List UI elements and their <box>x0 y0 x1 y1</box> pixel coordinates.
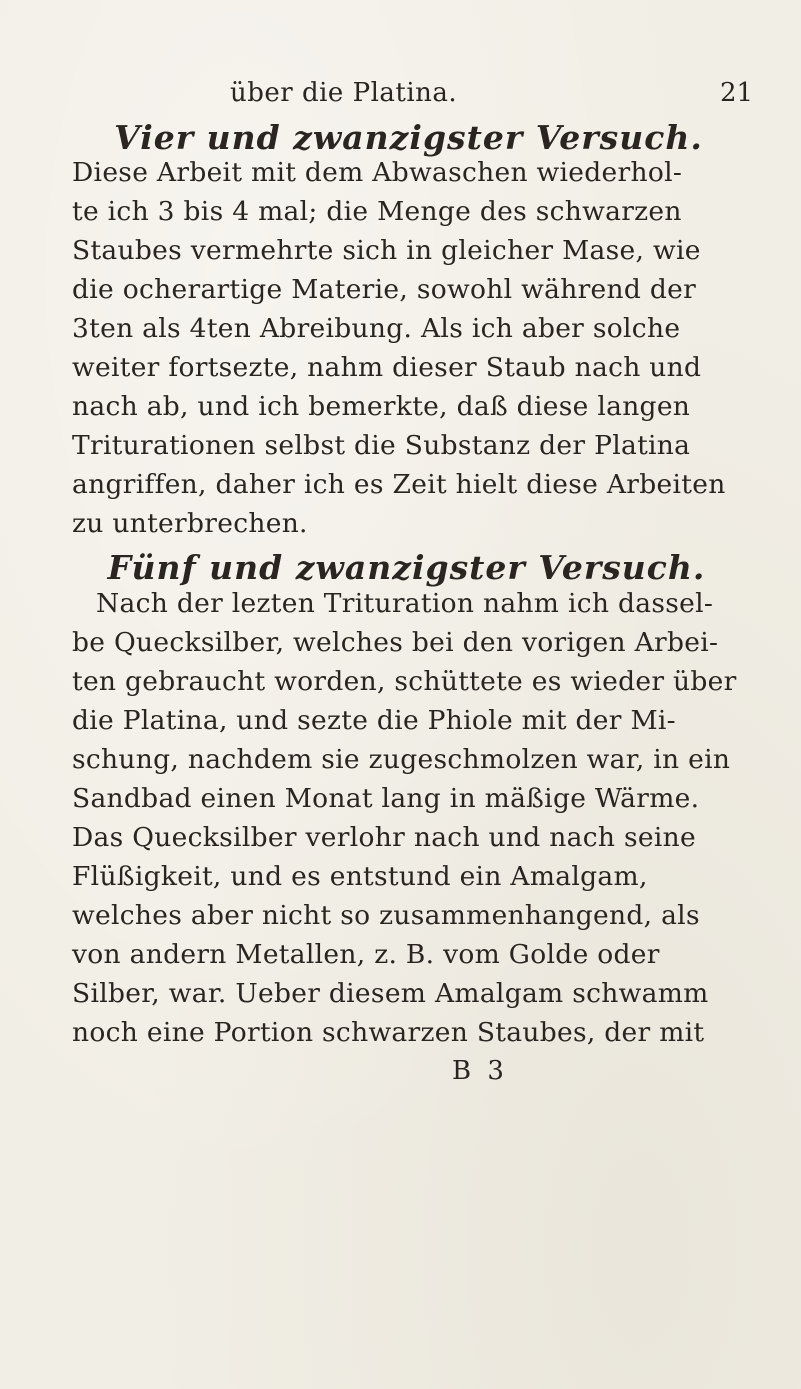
running-head-title: über die Platina. <box>230 78 458 108</box>
text-line: 3ten als 4ten Abreibung. Als ich aber solche <box>72 313 681 344</box>
text-line: die Platina, und sezte die Phiole mit der Mi- <box>72 705 676 736</box>
text-line: Triturationen selbst die Substanz der Platina <box>72 430 691 461</box>
text-line: Nach der lezten Trituration nahm ich dassel- <box>96 588 714 619</box>
text-line: Sandbad einen Monat lang in mäßige Wärme. <box>72 783 700 814</box>
text-line: nach ab, und ich bemerkte, daß diese langen <box>72 391 691 422</box>
text-line: welches aber nicht so zusammenhangend, als <box>72 900 700 931</box>
text-line: Staubes vermehrte sich in gleicher Mase, wie <box>72 235 701 266</box>
section-heading-24: Vier und zwanzigster Versuch. <box>114 118 703 157</box>
text-line: zu unterbrechen. <box>72 508 308 539</box>
text-line: Das Quecksilber verlohr nach und nach seine <box>72 822 696 853</box>
text-line: noch eine Portion schwarzen Staubes, der mit <box>72 1017 705 1048</box>
text-line: Silber, war. Ueber diesem Amalgam schwamm <box>72 978 709 1009</box>
signature-mark: B 3 <box>452 1056 508 1086</box>
section-heading-25: Fünf und zwanzigster Versuch. <box>107 548 706 587</box>
text-line: Flüßigkeit, und es entstund ein Amalgam, <box>72 861 648 892</box>
text-line: be Quecksilber, welches bei den vorigen Arbei- <box>72 627 719 658</box>
text-line: ten gebraucht worden, schüttete es wieder über <box>72 666 737 697</box>
text-line: weiter fortsezte, nahm dieser Staub nach und <box>72 352 702 383</box>
text-line: Diese Arbeit mit dem Abwaschen wiederhol- <box>72 157 683 188</box>
text-line: die ocherartige Materie, sowohl während der <box>72 274 697 305</box>
text-line: te ich 3 bis 4 mal; die Menge des schwarzen <box>72 196 682 227</box>
text-line: schung, nachdem sie zugeschmolzen war, in ein <box>72 744 731 775</box>
running-head <box>0 78 801 110</box>
text-line: von andern Metallen, z. B. vom Golde oder <box>72 939 660 970</box>
page-number: 21 <box>720 78 754 108</box>
text-line: angriffen, daher ich es Zeit hielt diese Arbeiten <box>72 469 726 500</box>
